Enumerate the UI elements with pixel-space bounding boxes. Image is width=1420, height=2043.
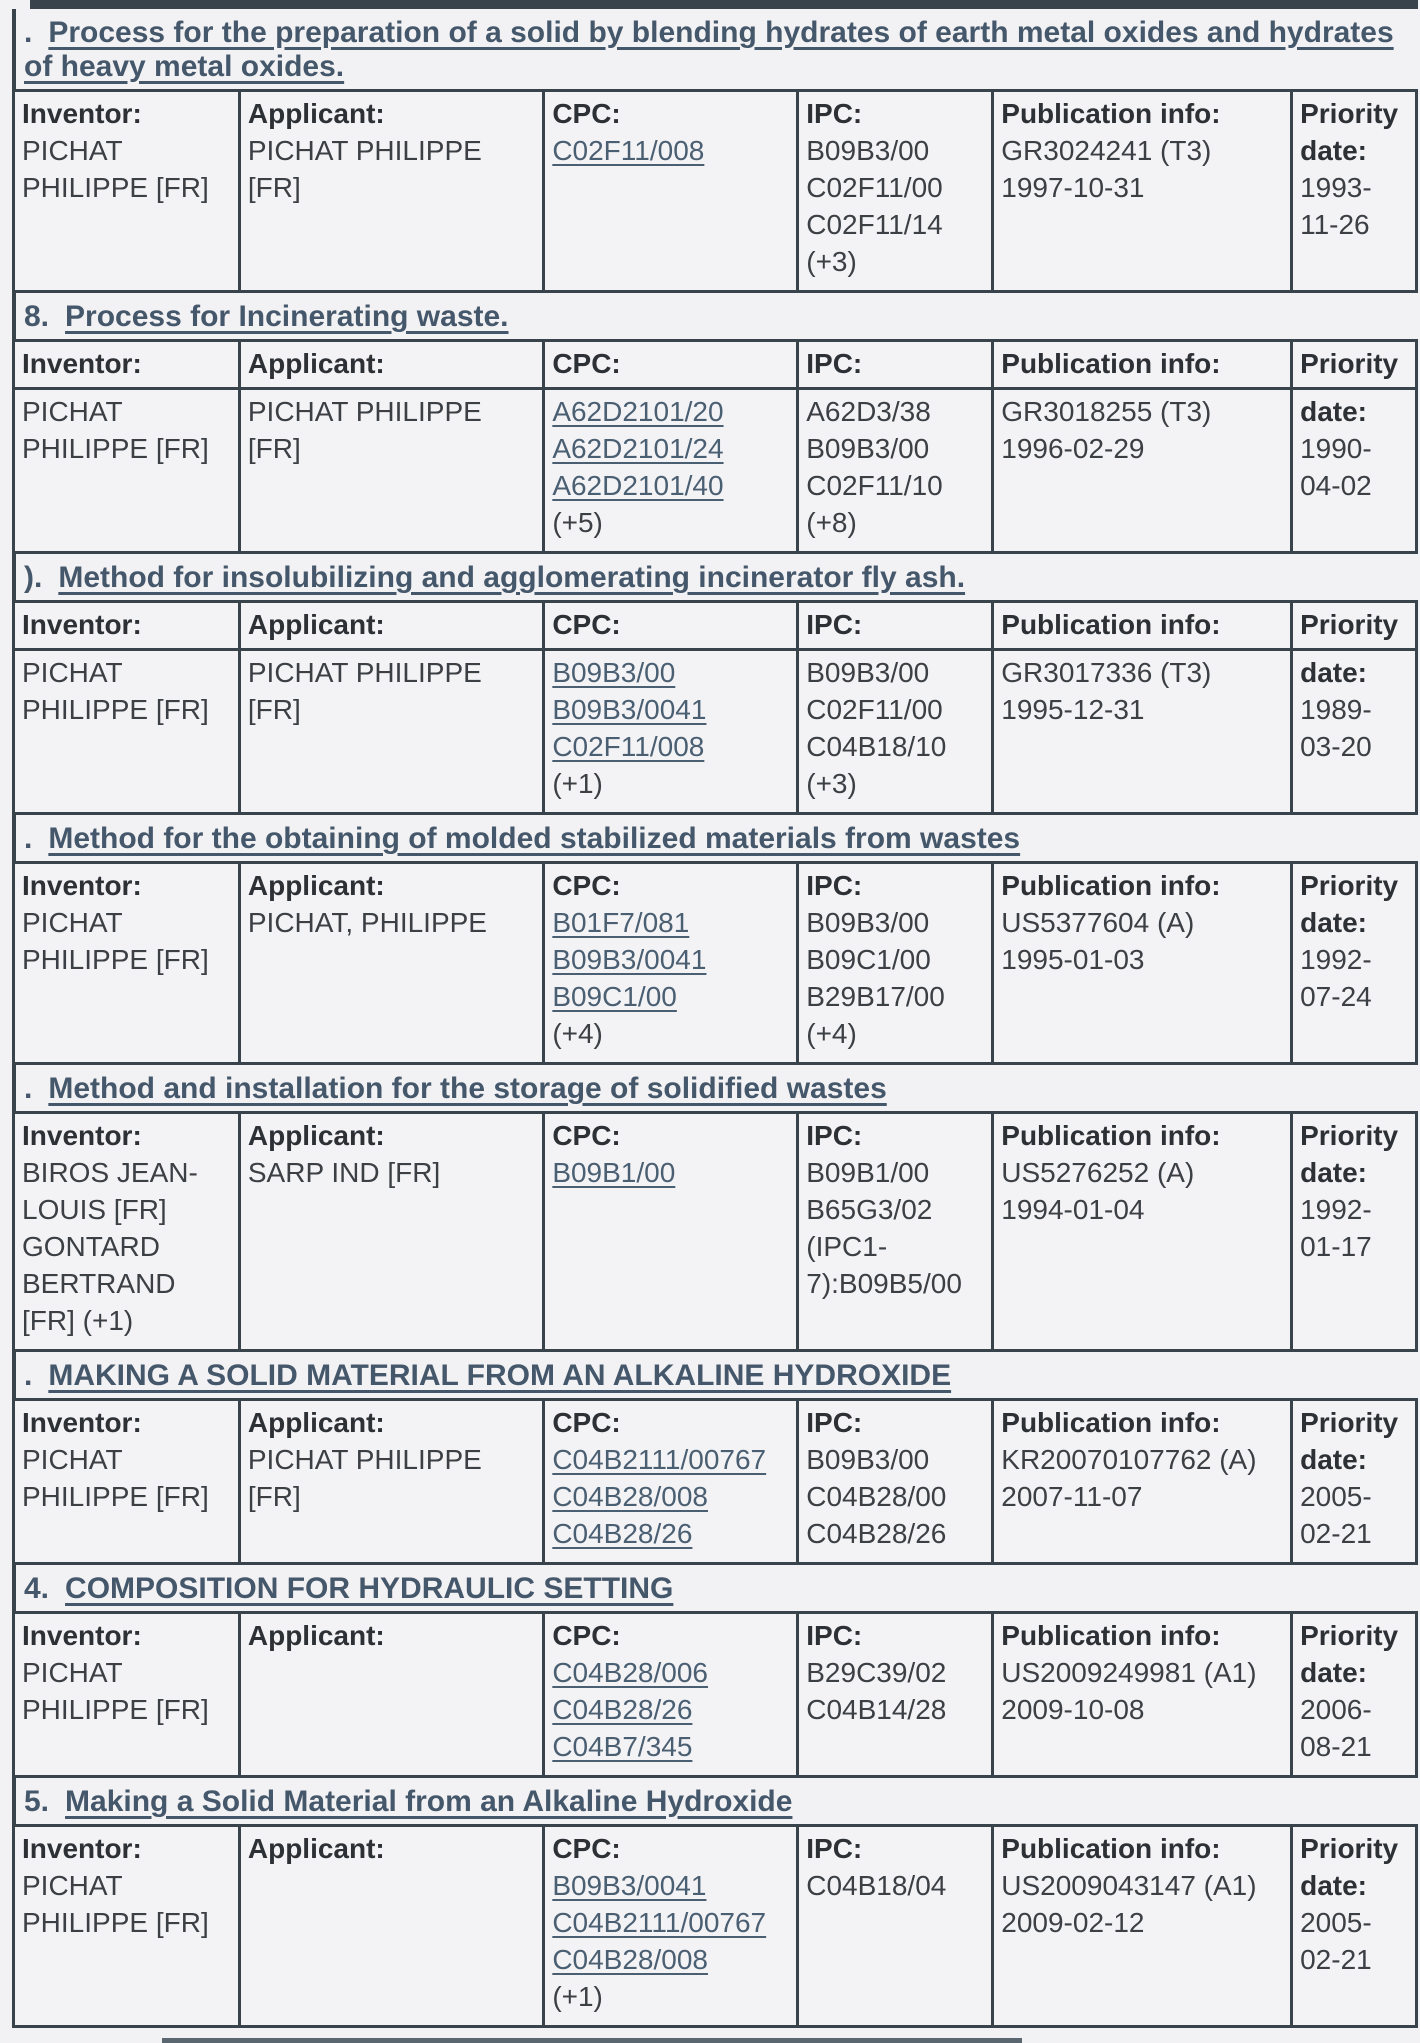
cpc-code-link[interactable]: C04B28/26 <box>552 1518 693 1549</box>
ipc-code: C04B18/10 <box>806 731 947 762</box>
publication-cell <box>993 863 1292 1064</box>
cpc-code-link[interactable]: A62D2101/24 <box>552 433 724 464</box>
applicant-header-label: Applicant: <box>247 348 385 379</box>
inventor-cell-label: Inventor: <box>22 1120 142 1151</box>
publication-line: 1994-01-04 <box>1001 1194 1145 1225</box>
priority-cell-label: Priority date: <box>1300 1620 1399 1688</box>
ipc-cell-label: IPC: <box>806 98 863 129</box>
ipc-code: (+3) <box>806 768 857 799</box>
inventor-header-cell <box>14 341 240 389</box>
ipc-code: B09B3/00 <box>806 907 930 938</box>
priority-header-cell <box>1292 602 1417 650</box>
applicant-name: PICHAT, PHILIPPE <box>247 907 487 938</box>
cpc-header-label: CPC: <box>552 348 621 379</box>
ipc-code: C02F11/14 <box>806 209 943 240</box>
entry-table <box>12 861 1418 1065</box>
cpc-code-link[interactable]: B09B1/00 <box>552 1157 676 1188</box>
inventor-cell <box>14 1826 240 2027</box>
cpc-code-link[interactable]: B09C1/00 <box>552 981 677 1012</box>
ipc-cell-label: IPC: <box>806 1833 863 1864</box>
inventor-name: BIROS JEAN- <box>22 1157 198 1188</box>
patent-entry <box>12 293 1418 554</box>
publication-cell <box>993 1613 1292 1777</box>
applicant-cell-label: Applicant: <box>247 1620 385 1651</box>
entry-number: . <box>24 1072 33 1105</box>
priority-date: 2005- <box>1300 1481 1372 1512</box>
cpc-more-count: (+1) <box>552 768 603 799</box>
inventor-name: PICHAT <box>22 396 123 427</box>
inventor-cell-label: Inventor: <box>22 870 142 901</box>
publication-header-label: Publication info: <box>1001 609 1221 640</box>
entry-title-link[interactable]: MAKING A SOLID MATERIAL FROM AN ALKALINE HYDROXIDE <box>48 1359 952 1392</box>
publication-header-cell <box>993 341 1292 389</box>
cpc-code-link[interactable]: C04B28/006 <box>552 1657 708 1688</box>
priority-header-cell <box>1292 341 1417 389</box>
inventor-cell <box>14 389 240 553</box>
applicant-cell <box>239 1400 543 1564</box>
ipc-code: B09B3/00 <box>806 657 930 688</box>
previous-table-bottom-border <box>30 0 1418 9</box>
ipc-code: B65G3/02 <box>806 1194 933 1225</box>
publication-cell-label: Publication info: <box>1001 1120 1221 1151</box>
ipc-cell-label: IPC: <box>806 1407 863 1438</box>
entry-number: 8. <box>24 300 50 333</box>
priority-date: 02-21 <box>1300 1518 1372 1549</box>
applicant-cell <box>239 1613 543 1777</box>
inventor-cell-label: Inventor: <box>22 1407 142 1438</box>
entry-table <box>12 1611 1418 1778</box>
entry-table <box>12 1398 1418 1565</box>
priority-date: 1989- <box>1300 694 1372 725</box>
publication-cell-label: Publication info: <box>1001 98 1221 129</box>
cpc-code-link[interactable]: C02F11/008 <box>552 135 705 166</box>
cpc-header-cell <box>544 341 798 389</box>
entry-title-row <box>12 554 1418 600</box>
publication-line: 1996-02-29 <box>1001 433 1145 464</box>
cpc-code-link[interactable]: C04B2111/00767 <box>552 1444 767 1475</box>
applicant-cell <box>239 863 543 1064</box>
publication-cell-label: Publication info: <box>1001 1833 1221 1864</box>
applicant-name: PICHAT PHILIPPE <box>247 1444 482 1475</box>
entry-title-link[interactable]: Making a Solid Material from an Alkaline Hydroxide <box>65 1785 793 1818</box>
applicant-cell <box>239 1113 543 1351</box>
ipc-code: B09B3/00 <box>806 433 930 464</box>
ipc-code: (+3) <box>806 246 857 277</box>
inventor-name: PHILIPPE [FR] <box>22 1694 209 1725</box>
applicant-cell-label: Applicant: <box>247 98 385 129</box>
ipc-header-label: IPC: <box>806 348 863 379</box>
priority-cell <box>1292 1113 1417 1351</box>
publication-line: GR3018255 (T3) <box>1001 396 1212 427</box>
applicant-cell-label: Applicant: <box>247 1833 385 1864</box>
cpc-cell <box>544 1400 798 1564</box>
ipc-code: B09B1/00 <box>806 1157 930 1188</box>
cpc-cell-label: CPC: <box>552 1620 621 1651</box>
cpc-cell <box>544 650 798 814</box>
entry-table <box>12 600 1418 815</box>
entry-number: 4. <box>24 1572 50 1605</box>
inventor-name: PHILIPPE [FR] <box>22 944 209 975</box>
publication-cell-label: Publication info: <box>1001 870 1221 901</box>
ipc-code: C02F11/00 <box>806 694 943 725</box>
inventor-cell <box>14 1613 240 1777</box>
cpc-cell <box>544 1613 798 1777</box>
publication-cell <box>993 91 1292 292</box>
patent-entry <box>12 1352 1418 1565</box>
publication-line: 1997-10-31 <box>1001 172 1145 203</box>
ipc-code: C04B14/28 <box>806 1694 947 1725</box>
cpc-code-link[interactable]: C04B28/26 <box>552 1694 693 1725</box>
cpc-more-count: (+4) <box>552 1018 603 1049</box>
applicant-cell <box>239 91 543 292</box>
inventor-cell-label: Inventor: <box>22 98 142 129</box>
priority-cell-label: Priority date: <box>1300 1120 1399 1188</box>
ipc-code: (+8) <box>806 507 857 538</box>
cpc-more-count: (+1) <box>552 1981 603 2012</box>
inventor-name: PICHAT <box>22 1870 123 1901</box>
inventor-name: PICHAT <box>22 657 123 688</box>
entry-title-row <box>12 1352 1418 1398</box>
entry-title-row <box>12 1565 1418 1611</box>
priority-date: 04-02 <box>1300 470 1372 501</box>
cpc-code-link[interactable]: A62D2101/20 <box>552 396 724 427</box>
publication-line: US5377604 (A) <box>1001 907 1195 938</box>
publication-cell <box>993 650 1292 814</box>
results-list <box>12 9 1418 2028</box>
entry-table <box>12 1111 1418 1352</box>
publication-cell <box>993 1113 1292 1351</box>
patent-entry <box>12 1565 1418 1778</box>
entry-table <box>12 89 1418 293</box>
applicant-cell-label: Applicant: <box>247 1120 385 1151</box>
ipc-cell <box>798 91 993 292</box>
applicant-cell <box>239 389 543 553</box>
publication-line: 1995-01-03 <box>1001 944 1145 975</box>
applicant-header-label: Applicant: <box>247 609 385 640</box>
inventor-cell-label: Inventor: <box>22 1833 142 1864</box>
entry-number: . <box>24 16 33 49</box>
cpc-cell-label: CPC: <box>552 1407 621 1438</box>
ipc-code: B29B17/00 <box>806 981 945 1012</box>
entry-number: ). <box>24 561 43 594</box>
inventor-header-cell <box>14 602 240 650</box>
ipc-code: B09B3/00 <box>806 1444 930 1475</box>
ipc-header-cell <box>798 341 993 389</box>
priority-date: 1990- <box>1300 433 1372 464</box>
publication-cell-label: Publication info: <box>1001 1620 1221 1651</box>
inventor-cell <box>14 1113 240 1351</box>
cpc-header-cell <box>544 602 798 650</box>
entry-title-row <box>12 815 1418 861</box>
publication-line: 2009-02-12 <box>1001 1907 1145 1938</box>
cpc-more-count: (+5) <box>552 507 603 538</box>
priority-header-label: Priority <box>1300 348 1399 379</box>
entry-number: 5. <box>24 1785 50 1818</box>
applicant-name: SARP IND [FR] <box>247 1157 441 1188</box>
ipc-cell-label: IPC: <box>806 1620 863 1651</box>
applicant-name: [FR] <box>247 172 301 203</box>
cpc-code-link[interactable]: C02F11/008 <box>552 731 705 762</box>
cpc-code-link[interactable]: C04B7/345 <box>552 1731 693 1762</box>
ipc-code: (+4) <box>806 1018 857 1049</box>
cpc-cell <box>544 91 798 292</box>
publication-line: KR20070107762 (A) <box>1001 1444 1257 1475</box>
ipc-code: C04B28/00 <box>806 1481 947 1512</box>
ipc-cell <box>798 1400 993 1564</box>
inventor-name: PICHAT <box>22 1657 123 1688</box>
cpc-cell <box>544 1113 798 1351</box>
priority-cell <box>1292 389 1417 553</box>
publication-line: GR3024241 (T3) <box>1001 135 1212 166</box>
inventor-name: GONTARD <box>22 1231 160 1262</box>
inventor-header-label: Inventor: <box>22 348 142 379</box>
entry-table <box>12 339 1418 554</box>
inventor-name: PICHAT <box>22 1444 123 1475</box>
ipc-cell <box>798 1113 993 1351</box>
entry-title-row <box>12 1065 1418 1111</box>
ipc-code: B09C1/00 <box>806 944 931 975</box>
priority-date-label: date: <box>1300 396 1367 427</box>
inventor-name: BERTRAND <box>22 1268 176 1299</box>
priority-date: 1993- <box>1300 172 1372 203</box>
priority-cell <box>1292 91 1417 292</box>
ipc-header-label: IPC: <box>806 609 863 640</box>
priority-date: 01-17 <box>1300 1231 1372 1262</box>
priority-header-label: Priority <box>1300 609 1399 640</box>
inventor-name: PICHAT <box>22 907 123 938</box>
publication-cell <box>993 1400 1292 1564</box>
priority-cell-label: Priority date: <box>1300 870 1399 938</box>
applicant-cell <box>239 650 543 814</box>
publication-line: US2009249981 (A1) <box>1001 1657 1257 1688</box>
ipc-code: C04B28/26 <box>806 1518 947 1549</box>
cpc-cell-label: CPC: <box>552 870 621 901</box>
cpc-code-link[interactable]: A62D2101/40 <box>552 470 724 501</box>
priority-date: 03-20 <box>1300 731 1372 762</box>
publication-cell <box>993 1826 1292 2027</box>
inventor-cell <box>14 91 240 292</box>
publication-header-cell <box>993 602 1292 650</box>
ipc-cell-label: IPC: <box>806 1120 863 1151</box>
priority-cell <box>1292 1400 1417 1564</box>
patent-entry <box>12 1065 1418 1352</box>
ipc-header-cell <box>798 602 993 650</box>
cpc-code-link[interactable]: B01F7/081 <box>552 907 690 938</box>
applicant-header-cell <box>239 341 543 389</box>
publication-cell <box>993 389 1292 553</box>
priority-date-label: date: <box>1300 657 1367 688</box>
inventor-name: PHILIPPE [FR] <box>22 172 209 203</box>
inventor-cell <box>14 863 240 1064</box>
inventor-cell <box>14 650 240 814</box>
entry-title-row <box>12 1778 1418 1824</box>
applicant-cell-label: Applicant: <box>247 1407 385 1438</box>
ipc-cell-label: IPC: <box>806 870 863 901</box>
priority-date: 1992- <box>1300 944 1372 975</box>
applicant-name: [FR] <box>247 1481 301 1512</box>
inventor-cell-label: Inventor: <box>22 1620 142 1651</box>
priority-cell-label: Priority date: <box>1300 1833 1399 1901</box>
priority-date: 1992- <box>1300 1194 1372 1225</box>
priority-cell-label: Priority date: <box>1300 98 1399 166</box>
applicant-header-cell <box>239 602 543 650</box>
priority-cell-label: Priority date: <box>1300 1407 1399 1475</box>
cpc-code-link[interactable]: C04B2111/00767 <box>552 1907 767 1938</box>
priority-date: 2006- <box>1300 1694 1372 1725</box>
inventor-name: PHILIPPE [FR] <box>22 694 209 725</box>
entry-number: . <box>24 1359 33 1392</box>
patent-entry <box>12 554 1418 815</box>
patent-entry <box>12 9 1418 293</box>
publication-cell-label: Publication info: <box>1001 1407 1221 1438</box>
ipc-code: (IPC1- <box>806 1231 888 1262</box>
inventor-header-label: Inventor: <box>22 609 142 640</box>
inventor-cell <box>14 1400 240 1564</box>
priority-date: 11-26 <box>1300 209 1370 240</box>
entry-title-link[interactable]: Method for insolubilizing and agglomerating incinerator fly ash. <box>58 561 966 594</box>
ipc-code: B29C39/02 <box>806 1657 947 1688</box>
ipc-code: B09B3/00 <box>806 135 930 166</box>
priority-date: 07-24 <box>1300 981 1372 1012</box>
ipc-code: C02F11/00 <box>806 172 943 203</box>
priority-date: 08-21 <box>1300 1731 1372 1762</box>
cpc-cell <box>544 1826 798 2027</box>
cpc-code-link[interactable]: B09B3/0041 <box>552 944 707 975</box>
inventor-name: PHILIPPE [FR] <box>22 1481 209 1512</box>
applicant-name: [FR] <box>247 694 301 725</box>
priority-cell <box>1292 863 1417 1064</box>
applicant-cell <box>239 1826 543 2027</box>
cpc-cell-label: CPC: <box>552 1120 621 1151</box>
publication-line: 2009-10-08 <box>1001 1694 1145 1725</box>
priority-date: 02-21 <box>1300 1944 1372 1975</box>
inventor-name: PHILIPPE [FR] <box>22 1907 209 1938</box>
applicant-cell-label: Applicant: <box>247 870 385 901</box>
ipc-cell <box>798 389 993 553</box>
ipc-code: A62D3/38 <box>806 396 931 427</box>
cpc-cell-label: CPC: <box>552 98 621 129</box>
entry-title-link[interactable]: Method for the obtaining of molded stabilized materials from wastes <box>48 822 1021 855</box>
priority-cell <box>1292 1613 1417 1777</box>
cpc-cell-label: CPC: <box>552 1833 621 1864</box>
ipc-cell <box>798 1613 993 1777</box>
applicant-name: PICHAT PHILIPPE <box>247 135 482 166</box>
inventor-name: [FR] (+1) <box>22 1305 134 1336</box>
cpc-code-link[interactable]: C04B28/008 <box>552 1481 708 1512</box>
ipc-code: C02F11/10 <box>806 470 943 501</box>
entry-number: . <box>24 822 33 855</box>
publication-line: US2009043147 (A1) <box>1001 1870 1257 1901</box>
entry-title-link[interactable]: Process for Incinerating waste. <box>65 300 509 333</box>
entry-title-link[interactable]: Process for the preparation of a solid by blending hydrates of earth metal oxides and hydrates of heavy metal oxides. <box>24 16 1394 83</box>
cpc-header-label: CPC: <box>552 609 621 640</box>
publication-line: US5276252 (A) <box>1001 1157 1195 1188</box>
inventor-name: PHILIPPE [FR] <box>22 433 209 464</box>
entry-title-link[interactable]: Method and installation for the storage of solidified wastes <box>48 1072 887 1105</box>
applicant-name: PICHAT PHILIPPE <box>247 657 482 688</box>
cpc-cell <box>544 389 798 553</box>
publication-line: 2007-11-07 <box>1001 1481 1143 1512</box>
page-bottom-partial-border <box>162 2038 1022 2043</box>
cpc-cell <box>544 863 798 1064</box>
inventor-name: LOUIS [FR] <box>22 1194 167 1225</box>
cpc-code-link[interactable]: B09B3/00 <box>552 657 676 688</box>
entry-title-link[interactable]: COMPOSITION FOR HYDRAULIC SETTING <box>65 1572 674 1605</box>
cpc-code-link[interactable]: B09B3/0041 <box>552 694 707 725</box>
priority-cell <box>1292 1826 1417 2027</box>
patent-entry <box>12 1778 1418 2028</box>
patent-entry <box>12 815 1418 1065</box>
ipc-code: 7):B09B5/00 <box>806 1268 962 1299</box>
cpc-code-link[interactable]: C04B28/008 <box>552 1944 708 1975</box>
applicant-name: [FR] <box>247 433 301 464</box>
applicant-name: PICHAT PHILIPPE <box>247 396 482 427</box>
ipc-cell <box>798 1826 993 2027</box>
ipc-cell <box>798 650 993 814</box>
entry-title-row <box>12 9 1418 89</box>
cpc-code-link[interactable]: B09B3/0041 <box>552 1870 707 1901</box>
publication-line: GR3017336 (T3) <box>1001 657 1212 688</box>
ipc-code: C04B18/04 <box>806 1870 947 1901</box>
priority-cell <box>1292 650 1417 814</box>
ipc-cell <box>798 863 993 1064</box>
inventor-name: PICHAT <box>22 135 123 166</box>
entry-table <box>12 1824 1418 2028</box>
entry-title-row <box>12 293 1418 339</box>
publication-line: 1995-12-31 <box>1001 694 1145 725</box>
publication-header-label: Publication info: <box>1001 348 1221 379</box>
priority-date: 2005- <box>1300 1907 1372 1938</box>
